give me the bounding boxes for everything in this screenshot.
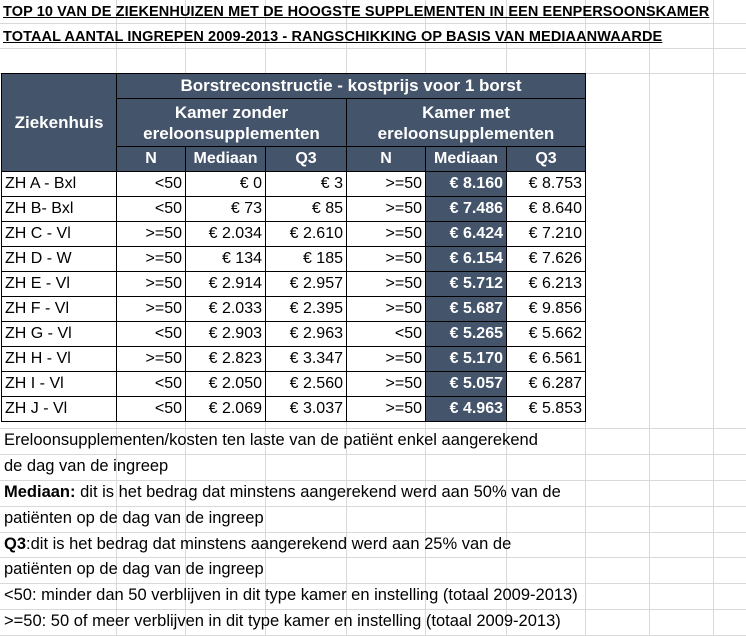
col-q3-without: Q3 <box>266 147 347 172</box>
q3-without: € 2.560 <box>266 372 347 397</box>
hospital-name: ZH B- Bxl <box>2 197 117 222</box>
n-without: <50 <box>117 397 186 422</box>
q3-without: € 85 <box>266 197 347 222</box>
group-header-without: Kamer zonder ereloonsupplementen <box>117 99 347 147</box>
title-line-2: TOTAAL AANTAL INGREPEN 2009-2013 - RANGSCHIKKING OP BASIS VAN MEDIAANWAARDE <box>3 29 663 45</box>
median-with: € 6.424 <box>426 222 507 247</box>
median-without: € 2.069 <box>186 397 266 422</box>
hospital-name: ZH H - Vl <box>2 347 117 372</box>
q3-without: € 2.963 <box>266 322 347 347</box>
median-text: dit is het bedrag dat minstens aangerekend werd aan 50% van de <box>75 483 561 501</box>
hospital-name: ZH I - Vl <box>2 372 117 397</box>
median-with: € 8.160 <box>426 172 507 197</box>
q3-with: € 5.662 <box>507 322 586 347</box>
note-median-cont: patiënten op de dag van de ingreep <box>4 509 264 527</box>
col-median-with: Mediaan <box>426 147 507 172</box>
n-with: >=50 <box>347 247 426 272</box>
n-with: >=50 <box>347 222 426 247</box>
q3-without: € 2.957 <box>266 272 347 297</box>
n-without: <50 <box>117 172 186 197</box>
q3-without: € 2.395 <box>266 297 347 322</box>
note-median <box>4 483 561 502</box>
note-ge50: >=50: 50 of meer verblijven in dit type kamer en instelling (totaal 2009-2013) <box>4 612 561 630</box>
note-supplements-cont: de dag van de ingreep <box>4 457 169 475</box>
hospital-name: ZH E - Vl <box>2 272 117 297</box>
median-without: € 2.903 <box>186 322 266 347</box>
col-median-without: Mediaan <box>186 147 266 172</box>
q3-without: € 3 <box>266 172 347 197</box>
col-n-without: N <box>117 147 186 172</box>
n-with: >=50 <box>347 272 426 297</box>
note-q3-cont: patiënten op de dag van de ingreep <box>4 560 264 578</box>
median-with: € 5.057 <box>426 372 507 397</box>
median-with: € 4.963 <box>426 397 507 422</box>
n-with: >=50 <box>347 372 426 397</box>
note-supplements: Ereloonsupplementen/kosten ten laste van de patiënt enkel aangerekend <box>4 431 538 449</box>
main-header: Borstreconstructie - kostprijs voor 1 borst <box>117 74 586 99</box>
hospital-name: ZH C - Vl <box>2 222 117 247</box>
n-without: <50 <box>117 197 186 222</box>
col-q3-with: Q3 <box>507 147 586 172</box>
table-row <box>2 397 586 422</box>
q3-without: € 185 <box>266 247 347 272</box>
n-without: >=50 <box>117 297 186 322</box>
table-row <box>2 222 586 247</box>
hospital-name: ZH F - Vl <box>2 297 117 322</box>
n-with: >=50 <box>347 297 426 322</box>
n-without: >=50 <box>117 222 186 247</box>
hospital-header: Ziekenhuis <box>2 74 117 172</box>
q3-with: € 6.213 <box>507 272 586 297</box>
median-without: € 73 <box>186 197 266 222</box>
table-row <box>2 272 586 297</box>
median-with: € 6.154 <box>426 247 507 272</box>
title-line-1: TOP 10 VAN DE ZIEKENHUIZEN MET DE HOOGSTE SUPPLEMENTEN IN EEN EENPERSOONSKAMER <box>3 4 710 20</box>
median-with: € 7.486 <box>426 197 507 222</box>
median-with: € 5.712 <box>426 272 507 297</box>
n-with: >=50 <box>347 397 426 422</box>
table-row <box>2 172 586 197</box>
table-row <box>2 197 586 222</box>
n-with: >=50 <box>347 172 426 197</box>
q3-with: € 8.640 <box>507 197 586 222</box>
hospital-name: ZH G - Vl <box>2 322 117 347</box>
table-row <box>2 297 586 322</box>
q3-with: € 9.856 <box>507 297 586 322</box>
q3-without: € 3.347 <box>266 347 347 372</box>
q3-text: :dit is het bedrag dat minstens aangerekend werd aan 25% van de <box>26 535 512 553</box>
median-without: € 2.823 <box>186 347 266 372</box>
median-without: € 0 <box>186 172 266 197</box>
median-without: € 134 <box>186 247 266 272</box>
q3-with: € 6.561 <box>507 347 586 372</box>
q3-with: € 5.853 <box>507 397 586 422</box>
table-row <box>2 347 586 372</box>
q3-label: Q3 <box>4 535 27 553</box>
median-without: € 2.050 <box>186 372 266 397</box>
median-label: Mediaan: <box>4 483 76 501</box>
median-with: € 5.170 <box>426 347 507 372</box>
n-without: <50 <box>117 372 186 397</box>
median-without: € 2.034 <box>186 222 266 247</box>
hospital-name: ZH A - Bxl <box>2 172 117 197</box>
q3-without: € 3.037 <box>266 397 347 422</box>
note-lt50: <50: minder dan 50 verblijven in dit type kamer en instelling (totaal 2009-2013) <box>4 586 578 604</box>
table-row <box>2 372 586 397</box>
median-without: € 2.914 <box>186 272 266 297</box>
q3-with: € 7.210 <box>507 222 586 247</box>
table-row <box>2 322 586 347</box>
note-q3 <box>4 535 511 554</box>
col-n-with: N <box>347 147 426 172</box>
hospital-name: ZH J - Vl <box>2 397 117 422</box>
median-with: € 5.265 <box>426 322 507 347</box>
median-without: € 2.033 <box>186 297 266 322</box>
n-with: >=50 <box>347 347 426 372</box>
table-row <box>2 247 586 272</box>
group-header-with: Kamer met ereloonsupplementen <box>347 99 586 147</box>
q3-with: € 8.753 <box>507 172 586 197</box>
hospital-name: ZH D - W <box>2 247 117 272</box>
n-without: >=50 <box>117 272 186 297</box>
n-without: >=50 <box>117 247 186 272</box>
n-without: >=50 <box>117 347 186 372</box>
q3-without: € 2.610 <box>266 222 347 247</box>
n-without: <50 <box>117 322 186 347</box>
n-with: <50 <box>347 322 426 347</box>
median-with: € 5.687 <box>426 297 507 322</box>
q3-with: € 6.287 <box>507 372 586 397</box>
n-with: >=50 <box>347 197 426 222</box>
q3-with: € 7.626 <box>507 247 586 272</box>
supplements-table <box>1 73 586 422</box>
